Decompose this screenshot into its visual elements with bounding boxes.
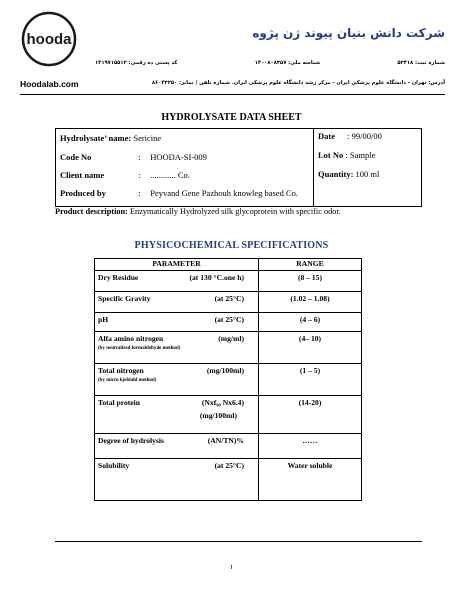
specs-header-row (95, 259, 362, 271)
client-value: ............ Co. (150, 170, 190, 180)
param-condition: (mg/ml) (218, 334, 244, 343)
range-cell: Water soluble (259, 459, 362, 501)
lot-row (318, 150, 375, 160)
table-row (95, 271, 362, 292)
param-condition: (AN/TN)% (207, 436, 244, 445)
client-row (60, 170, 190, 180)
param-name: Degree of hydrolysis (98, 436, 164, 445)
param-name: Specific Gravity (98, 294, 151, 303)
hydrolysate-value: Sericine (133, 133, 162, 143)
code-row (60, 152, 207, 162)
product-description-text: Enzymatically Hydrolyzed silk glycoprotein with specific odor. (129, 207, 341, 216)
param-cell (95, 313, 259, 332)
info-divider (313, 129, 314, 206)
parameter-header: PARAMETER (95, 259, 259, 271)
param-name: Alfa amino nitrogen (98, 334, 164, 343)
specs-table (94, 258, 362, 501)
info-box (55, 128, 422, 207)
code-label: Code No (60, 152, 92, 162)
range-cell: (4 – 6) (259, 313, 362, 332)
produced-value: Peyvand Gene Pazhouh knowleg based Co. (150, 188, 299, 198)
table-row (95, 434, 362, 459)
table-row (95, 292, 362, 313)
table-row (95, 313, 362, 332)
specs-title: PHYSICOCHEMICAL SPECIFICATIONS (134, 240, 329, 251)
registration-line (95, 60, 445, 70)
product-description-label: Product description: (55, 207, 128, 216)
date-label: Date (318, 131, 335, 141)
param-cell (95, 434, 259, 459)
param-cell (95, 292, 259, 313)
produced-row (60, 188, 298, 198)
logo-text: hooda (26, 31, 72, 48)
table-row (95, 459, 362, 501)
param-cell (95, 364, 259, 396)
lot-value: Sample (349, 150, 376, 160)
product-description (55, 207, 341, 216)
table-row (95, 396, 362, 434)
produced-sep: : (138, 188, 141, 198)
param-unit: (mg/100ml) (199, 411, 237, 420)
range-cell: (1.02 – 1.08) (259, 292, 362, 313)
param-condition: (at 25°C) (214, 294, 244, 303)
param-cell (95, 396, 259, 434)
date-value: 99/00/00 (351, 131, 382, 141)
produced-label: Produced by (60, 188, 106, 198)
code-sep: : (138, 152, 141, 162)
range-cell: (8 – 15) (259, 271, 362, 292)
date-sep: : (347, 131, 350, 141)
param-name: Total nitrogen (98, 366, 144, 375)
quantity-value: 100 ml (355, 169, 380, 179)
national-id: شناسه ملی: ۱۴۰۰۸۰۸۳۵۷ (254, 60, 321, 66)
date-row (318, 131, 382, 141)
param-method-note: (by micro kjeldahl method) (98, 378, 157, 383)
param-condition: (Nxf₉₀ Nx6.4) (201, 398, 244, 407)
registration-no: شماره ثبت: ۵۳۴۱۸ (397, 60, 445, 66)
website-link[interactable]: Hoodalab.com (20, 79, 79, 89)
range-cell: (14-20) (259, 396, 362, 434)
header-divider (20, 94, 445, 95)
hydrolysate-label: Hydrolysate’ name: (60, 133, 132, 143)
footer-divider (55, 541, 422, 542)
table-row (95, 364, 362, 396)
quantity-row (318, 169, 379, 179)
client-label: Client name (60, 170, 105, 180)
code-value: HOODA-SI-009 (150, 152, 207, 162)
hydrolysate-row (60, 133, 161, 143)
range-header: RANGE (259, 259, 362, 271)
param-name: Solubility (98, 461, 130, 470)
company-name-fa: شرکت دانش بنیان پیوند ژن پژوه (252, 26, 445, 40)
param-cell (95, 332, 259, 364)
range-cell: (1 – 5) (259, 364, 362, 396)
param-condition: (at 25°C) (214, 461, 244, 470)
range-cell: (4– 10) (259, 332, 362, 364)
param-method-note: (by neutralized formaldehyde method) (98, 346, 181, 351)
param-cell (95, 459, 259, 501)
lot-label: Lot No (318, 150, 344, 160)
param-condition: (at 25°C) (214, 315, 244, 324)
param-condition: (at 130 °C.one h) (189, 273, 244, 282)
document-title: HYDROLYSATE DATA SHEET (161, 112, 302, 123)
range-cell: …… (259, 434, 362, 459)
page-number: ۱ (229, 563, 234, 571)
postal-code: کد پستی ده رقمی: ۱۴۱۹۷۱۵۵۱۳ (95, 60, 178, 66)
hooda-logo (20, 10, 78, 68)
param-name: Total protein (98, 398, 140, 407)
address-fa: آدرس: تهران - دانشگاه علوم پزشکی ایران - مرکز رشد دانشگاه علوم پزشکی ایران. شماره تلفن / نمابر: ۸۶۰۴۳۲۵۰ (151, 80, 445, 86)
table-row (95, 332, 362, 364)
param-name: pH (98, 315, 109, 324)
quantity-label: Quantity: (318, 169, 354, 179)
client-sep: : (138, 170, 141, 180)
param-cell (95, 271, 259, 292)
param-condition: (mg/100ml) (206, 366, 244, 375)
param-name: Dry Residue (98, 273, 139, 282)
lot-sep: : (345, 150, 348, 160)
